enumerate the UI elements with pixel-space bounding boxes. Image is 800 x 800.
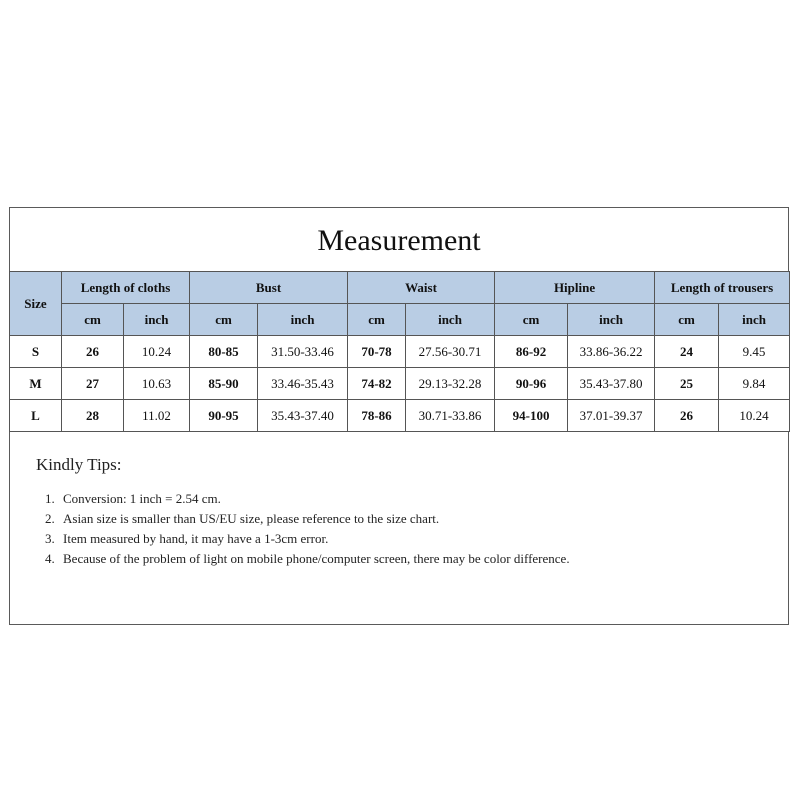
- table-cell: 74-82: [348, 368, 406, 400]
- size-cell: M: [10, 368, 62, 400]
- tips-title: Kindly Tips:: [36, 455, 122, 474]
- unit-header: inch: [258, 304, 348, 336]
- table-cell: 31.50-33.46: [258, 336, 348, 368]
- table-row: [10, 336, 790, 368]
- group-header: Length of cloths: [62, 272, 190, 304]
- table-cell: 37.01-39.37: [568, 400, 655, 432]
- table-cell: 35.43-37.80: [568, 368, 655, 400]
- table-cell: 90-95: [190, 400, 258, 432]
- table-cell: 78-86: [348, 400, 406, 432]
- table-cell: 70-78: [348, 336, 406, 368]
- unit-header: inch: [124, 304, 190, 336]
- unit-header: cm: [655, 304, 719, 336]
- table-cell: 9.45: [719, 336, 790, 368]
- size-chart: [9, 207, 789, 625]
- table-cell: 80-85: [190, 336, 258, 368]
- table-cell: 11.02: [124, 400, 190, 432]
- unit-header: cm: [348, 304, 406, 336]
- table-cell: 10.24: [124, 336, 190, 368]
- table-cell: 26: [62, 336, 124, 368]
- group-header: Bust: [190, 272, 348, 304]
- table-cell: 33.86-36.22: [568, 336, 655, 368]
- size-header: Size: [10, 272, 62, 336]
- unit-header: inch: [568, 304, 655, 336]
- table-cell: 27: [62, 368, 124, 400]
- group-header-row: [10, 272, 790, 304]
- tip-item: 2. Asian size is smaller than US/EU size, please reference to the size chart.: [58, 509, 756, 529]
- unit-header: cm: [495, 304, 568, 336]
- table-cell: 29.13-32.28: [406, 368, 495, 400]
- page-title: Measurement: [317, 224, 481, 257]
- tips-list: [36, 489, 756, 569]
- group-header: Length of trousers: [655, 272, 790, 304]
- table-cell: 30.71-33.86: [406, 400, 495, 432]
- table-cell: 35.43-37.40: [258, 400, 348, 432]
- table-cell: 94-100: [495, 400, 568, 432]
- table-row: [10, 400, 790, 432]
- table-cell: 9.84: [719, 368, 790, 400]
- table-cell: 10.63: [124, 368, 190, 400]
- tip-item: 1. Conversion: 1 inch = 2.54 cm.: [58, 489, 756, 509]
- table-cell: 24: [655, 336, 719, 368]
- unit-header: cm: [190, 304, 258, 336]
- table-cell: 25: [655, 368, 719, 400]
- size-table: [9, 271, 790, 432]
- size-cell: L: [10, 400, 62, 432]
- table-cell: 90-96: [495, 368, 568, 400]
- table-cell: 33.46-35.43: [258, 368, 348, 400]
- table-row: [10, 368, 790, 400]
- table-cell: 85-90: [190, 368, 258, 400]
- unit-header: inch: [406, 304, 495, 336]
- unit-header-row: [10, 304, 790, 336]
- unit-header: inch: [719, 304, 790, 336]
- group-header: Hipline: [495, 272, 655, 304]
- size-cell: S: [10, 336, 62, 368]
- group-header: Waist: [348, 272, 495, 304]
- table-cell: 86-92: [495, 336, 568, 368]
- table-cell: 26: [655, 400, 719, 432]
- table-cell: 28: [62, 400, 124, 432]
- tips-section: [36, 455, 756, 569]
- table-cell: 27.56-30.71: [406, 336, 495, 368]
- tip-item: 3. Item measured by hand, it may have a 1-3cm error.: [58, 529, 756, 549]
- tip-item: 4. Because of the problem of light on mobile phone/computer screen, there may be color difference.: [58, 549, 756, 569]
- table-cell: 10.24: [719, 400, 790, 432]
- unit-header: cm: [62, 304, 124, 336]
